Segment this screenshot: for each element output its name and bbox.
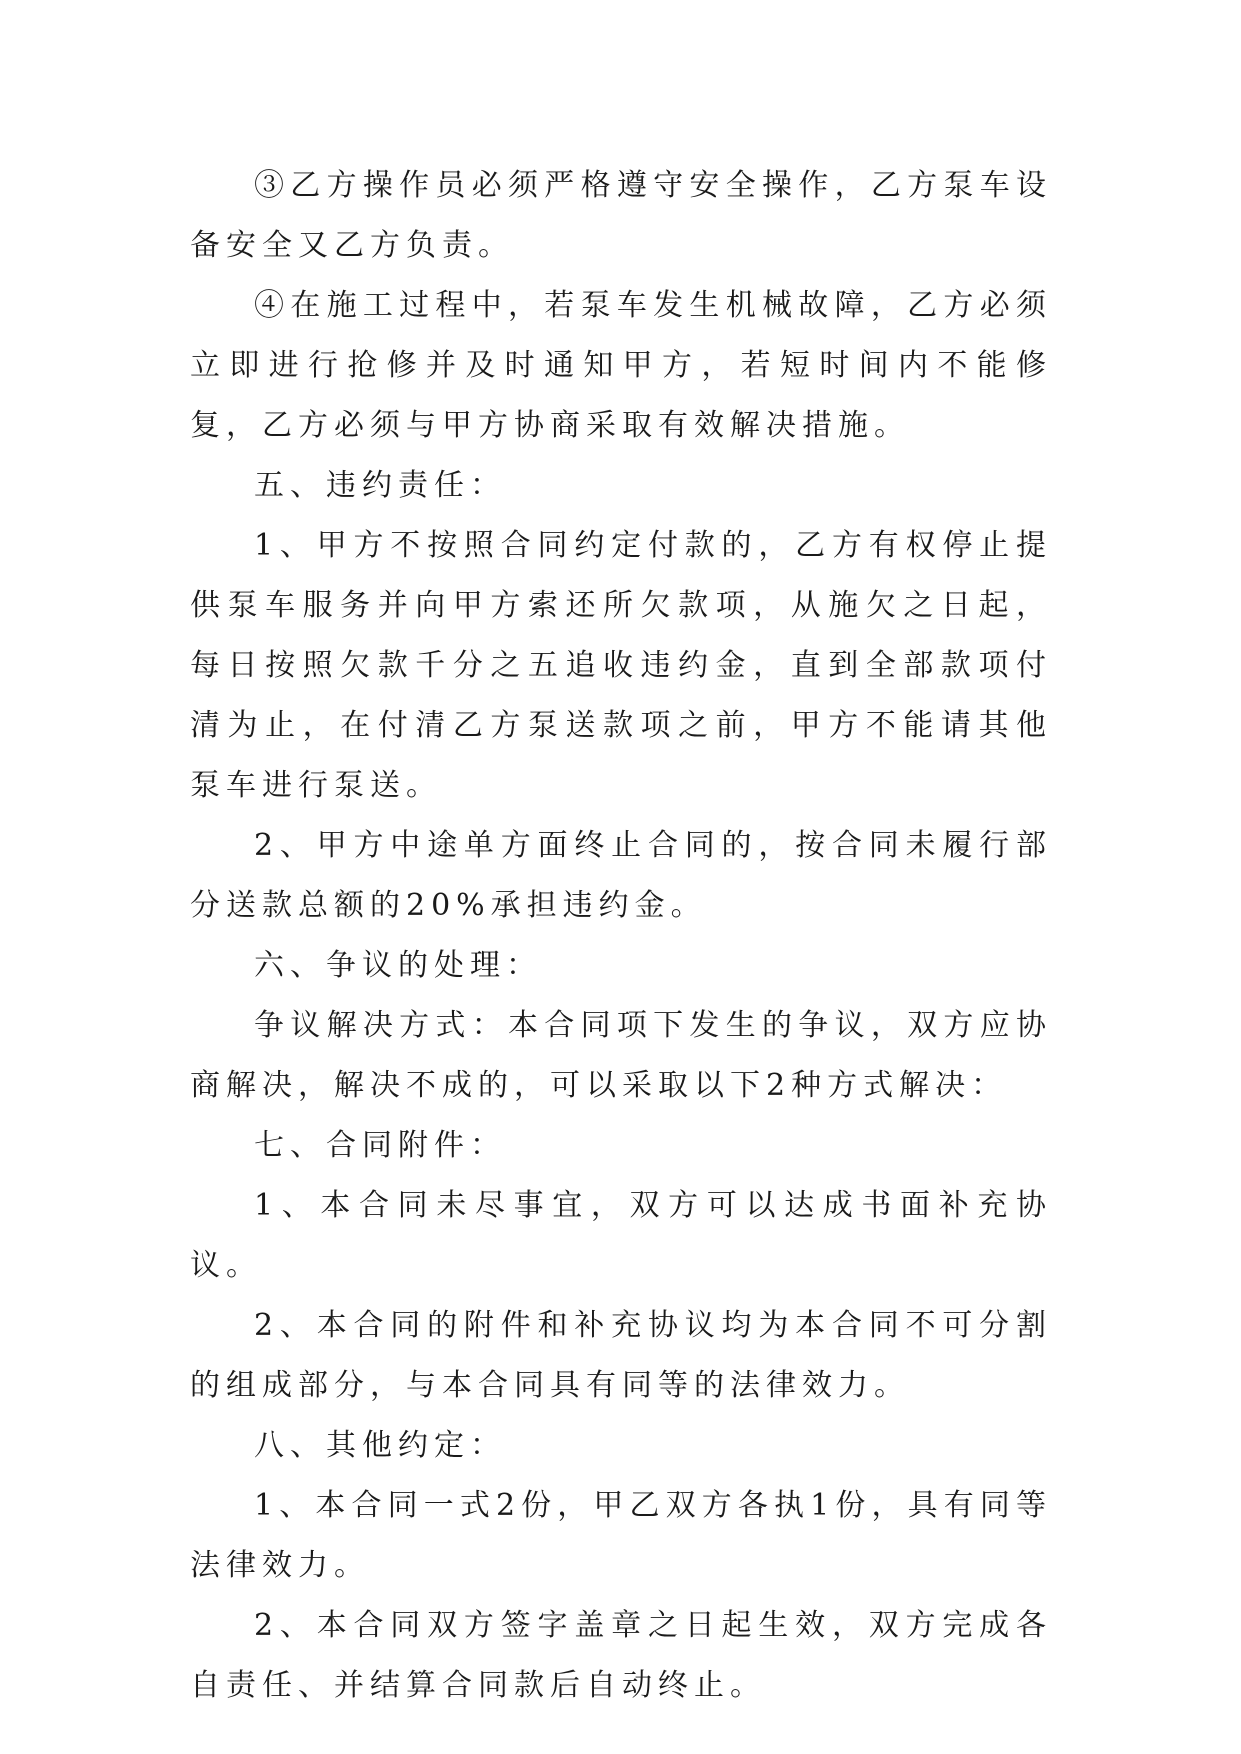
paragraph-breach-1: 1、甲方不按照合同约定付款的，乙方有权停止提供泵车服务并向甲方索还所欠款项，从施欠之日起，每日按照欠款千分之五追收违约金，直到全部款项付清为止，在付清乙方泵送款项之前，甲方不能请其他泵车进行泵送。 xyxy=(190,528,1052,803)
section-heading-breach: 五、违约责任： xyxy=(254,468,506,503)
section-heading-dispute: 六、争议的处理： xyxy=(254,948,542,983)
paragraph-other-2: 2、本合同双方签字盖章之日起生效，双方完成各自责任、并结算合同款后自动终止。 xyxy=(190,1608,1052,1703)
paragraph-clause-3: ③乙方操作员必须严格遵守安全操作，乙方泵车设备安全又乙方负责。 xyxy=(190,168,1052,263)
section-heading-other: 八、其他约定： xyxy=(254,1428,506,1463)
document-body xyxy=(190,156,1052,1716)
section-heading-attachments: 七、合同附件： xyxy=(254,1128,506,1163)
paragraph-dispute: 争议解决方式：本合同项下发生的争议，双方应协商解决，解决不成的，可以采取以下2种方式解决： xyxy=(190,1008,1052,1103)
paragraph-attachments-1: 1、本合同未尽事宜，双方可以达成书面补充协议。 xyxy=(190,1188,1052,1283)
paragraph-attachments-2: 2、本合同的附件和补充协议均为本合同不可分割的组成部分，与本合同具有同等的法律效力。 xyxy=(190,1308,1052,1403)
paragraph-other-1: 1、本合同一式2份，甲乙双方各执1份，具有同等法律效力。 xyxy=(190,1488,1052,1583)
paragraph-breach-2: 2、甲方中途单方面终止合同的，按合同未履行部分送款总额的20%承担违约金。 xyxy=(190,828,1052,923)
paragraph-clause-4: ④在施工过程中，若泵车发生机械故障，乙方必须立即进行抢修并及时通知甲方，若短时间内不能修复，乙方必须与甲方协商采取有效解决措施。 xyxy=(190,288,1052,443)
